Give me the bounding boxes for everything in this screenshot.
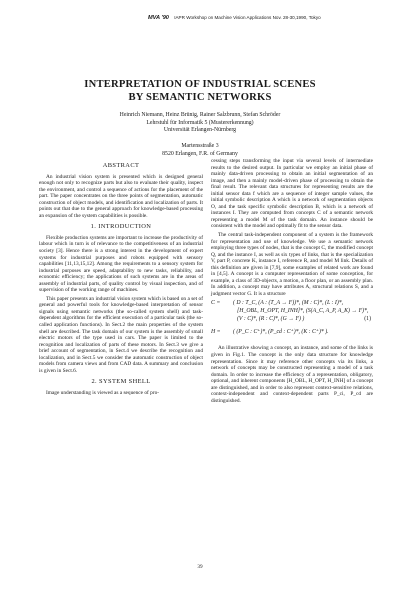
right-paragraph-2: The central task-independent component of a system is the framework for representation and use of knowledge. We use a semantic network employing three types of nodes, that is the concept C, the modified concept Q, and the instance I, as well as six types of links, that is the specialization V, part P, concrete K, instance I, reference R, and model M link. Details of this definition are given in [7,9], some examples of related work are found in [4,5]. A concept is a computer representation of some conception, for example, a class of 3D-objects, a motion, a floor plan, or an assembly plan. In addition, a concept may have attributes A, structural relations S, and a judgment vector G. It is a structure — [211, 232, 373, 297]
conference-header — [148, 15, 321, 21]
right-paragraph-3: An illustrative showing a concept, an instance, and some of the links is given in Fig.1. The concept is the only data structure for knowledge representation. Since it may reference other concepts via its links, a network of concepts may be constructed representing a model of a task domain. In order to increase the efficiency of a representation, obligatory, optional, and inherent components [H_OBL, H_OPT, H_INH] of a concept are distinguished, and in order to also represent context-sensitive relations, context-independent and context-dependent parts P_ci, P_cd are distinguished. — [211, 345, 373, 404]
introduction-paragraph-1: Flexible production systems are important to increase the productivity of labour which in turn is of relevance to the competitiveness of an industrial society [3]. Hence there is a strong interest in the development of expert systems for industrial purposes and robots equipped with sensory capabilities [11,13,15,12]. Among the requirements to a sensory system for industrial purposes are speed, adaptability to new tasks, reliability, and economic efficiency; the applications of such systems are in the areas of assembly of industrial parts, of quality control by visual inspection, and of supervision of the working range of machines. — [39, 234, 203, 294]
equation-c-line-1: ( D : T_C, (A : (T_A → F))*, (M : C)*, (L : I)*, — [233, 300, 344, 307]
affiliation-line-2: Universität Erlangen-Nürnberg — [163, 127, 237, 134]
workshop-info: IAPR Workshop on Machine Vision Applications Nov. 28-30,1990, Tokyo — [174, 15, 321, 20]
address-line-2: 8520 Erlangen, F.R. of Germany — [162, 150, 238, 157]
right-column — [211, 158, 373, 406]
abstract-heading: ABSTRACT — [102, 162, 140, 169]
authors: Heinrich Niemann, Heinz Brünig, Rainer Salzbrunn, Stefan Schröder — [119, 112, 281, 118]
equation-c-line-2: [H_OBL, H_OPT, H_INH]*, (S(A_C, A_P, A_K) → F)*, — [237, 308, 369, 315]
equation-c-label: C = — [211, 300, 221, 307]
paper-title — [0, 78, 400, 104]
equation-c-line-3: (V : C)*, (R : C)*, (G → F) ) — [237, 316, 305, 323]
equation-number: (1) — [364, 316, 371, 323]
equation-h-line: ( (P_C : C⁺)*, (P_cd : C⁺)*, (K : C⁺)* ). — [233, 329, 329, 336]
conference-name: MVA '90 — [148, 15, 169, 21]
system-shell-paragraph-1: Image understanding is viewed as a sequence of pro- — [46, 389, 160, 396]
right-paragraph-1: cessing steps transforming the input via several levels of intermediate results to the desired output. In particular we employ an initial phase of mainly data-driven processing to obtain an initial segmentation of an image, and then a mainly model-driven phase of processing to obtain the final result. The relevant data structures for representing results are the initial sensor data f which are a sequence of integer sample values, the initial symbolic description A which is a network of segmentation objects O, and the task specific symbolic description B, which is a network of instances I. They are computed from concepts C of a semantic network representing a model M of the task domain. An instance should be consistent with the model and optimally fit to the sensor data. — [211, 158, 373, 230]
equation-h-label: H = — [211, 329, 221, 336]
address-line-1: Martensstraße 3 — [181, 143, 219, 149]
address-block — [0, 143, 400, 158]
page-number: 39 — [197, 564, 203, 570]
equation-block — [211, 300, 373, 340]
affiliation-line-1: Lehrstuhl für Informatik 5 (Mustererkennung) — [146, 119, 254, 126]
system-shell-heading: 2. SYSTEM SHELL — [91, 378, 151, 386]
introduction-heading: 1. INTRODUCTION — [90, 223, 152, 231]
left-column — [39, 158, 203, 399]
author-block — [0, 112, 400, 135]
title-line-2: BY SEMANTIC NETWORKS — [128, 92, 272, 103]
abstract-text: An industrial vision system is presented which is designed general enough not only to recognize parts but also to evaluate their quality, inspect the environment, and control a sequence of actions for the placement of the part. The paper concentrates on the three points of segmentation, automatic construction of object models, and identification and localization of parts. It points out that due to the general approach for knowledge-based processing an expansion of the system capabilities is possible. — [39, 173, 203, 219]
introduction-paragraph-2: This paper presents an industrial vision system which is based on a set of general and powerful tools for knowledge-based interpretation of sensor signals using semantic networks (the so-called system shell) and task-dependent algorithms for the efficient execution of a particular task (the so-called application functions). In Sect.2 the main properties of the system shell are described. The task domain of our system is the assembly of small electric motors of the type used in cars. The paper is limited to the recognition and localization of parts of these motors. In Sect.3 we give a brief account of segmentation, in Sect.4 we describe the recognition and localization, and in Sect.5 we consider the automatic construction of object models from camera views and from CAD data. A summary and conclusion is given in Sect.6. — [39, 295, 203, 374]
title-line-1: INTERPRETATION OF INDUSTRIAL SCENES — [84, 79, 316, 90]
